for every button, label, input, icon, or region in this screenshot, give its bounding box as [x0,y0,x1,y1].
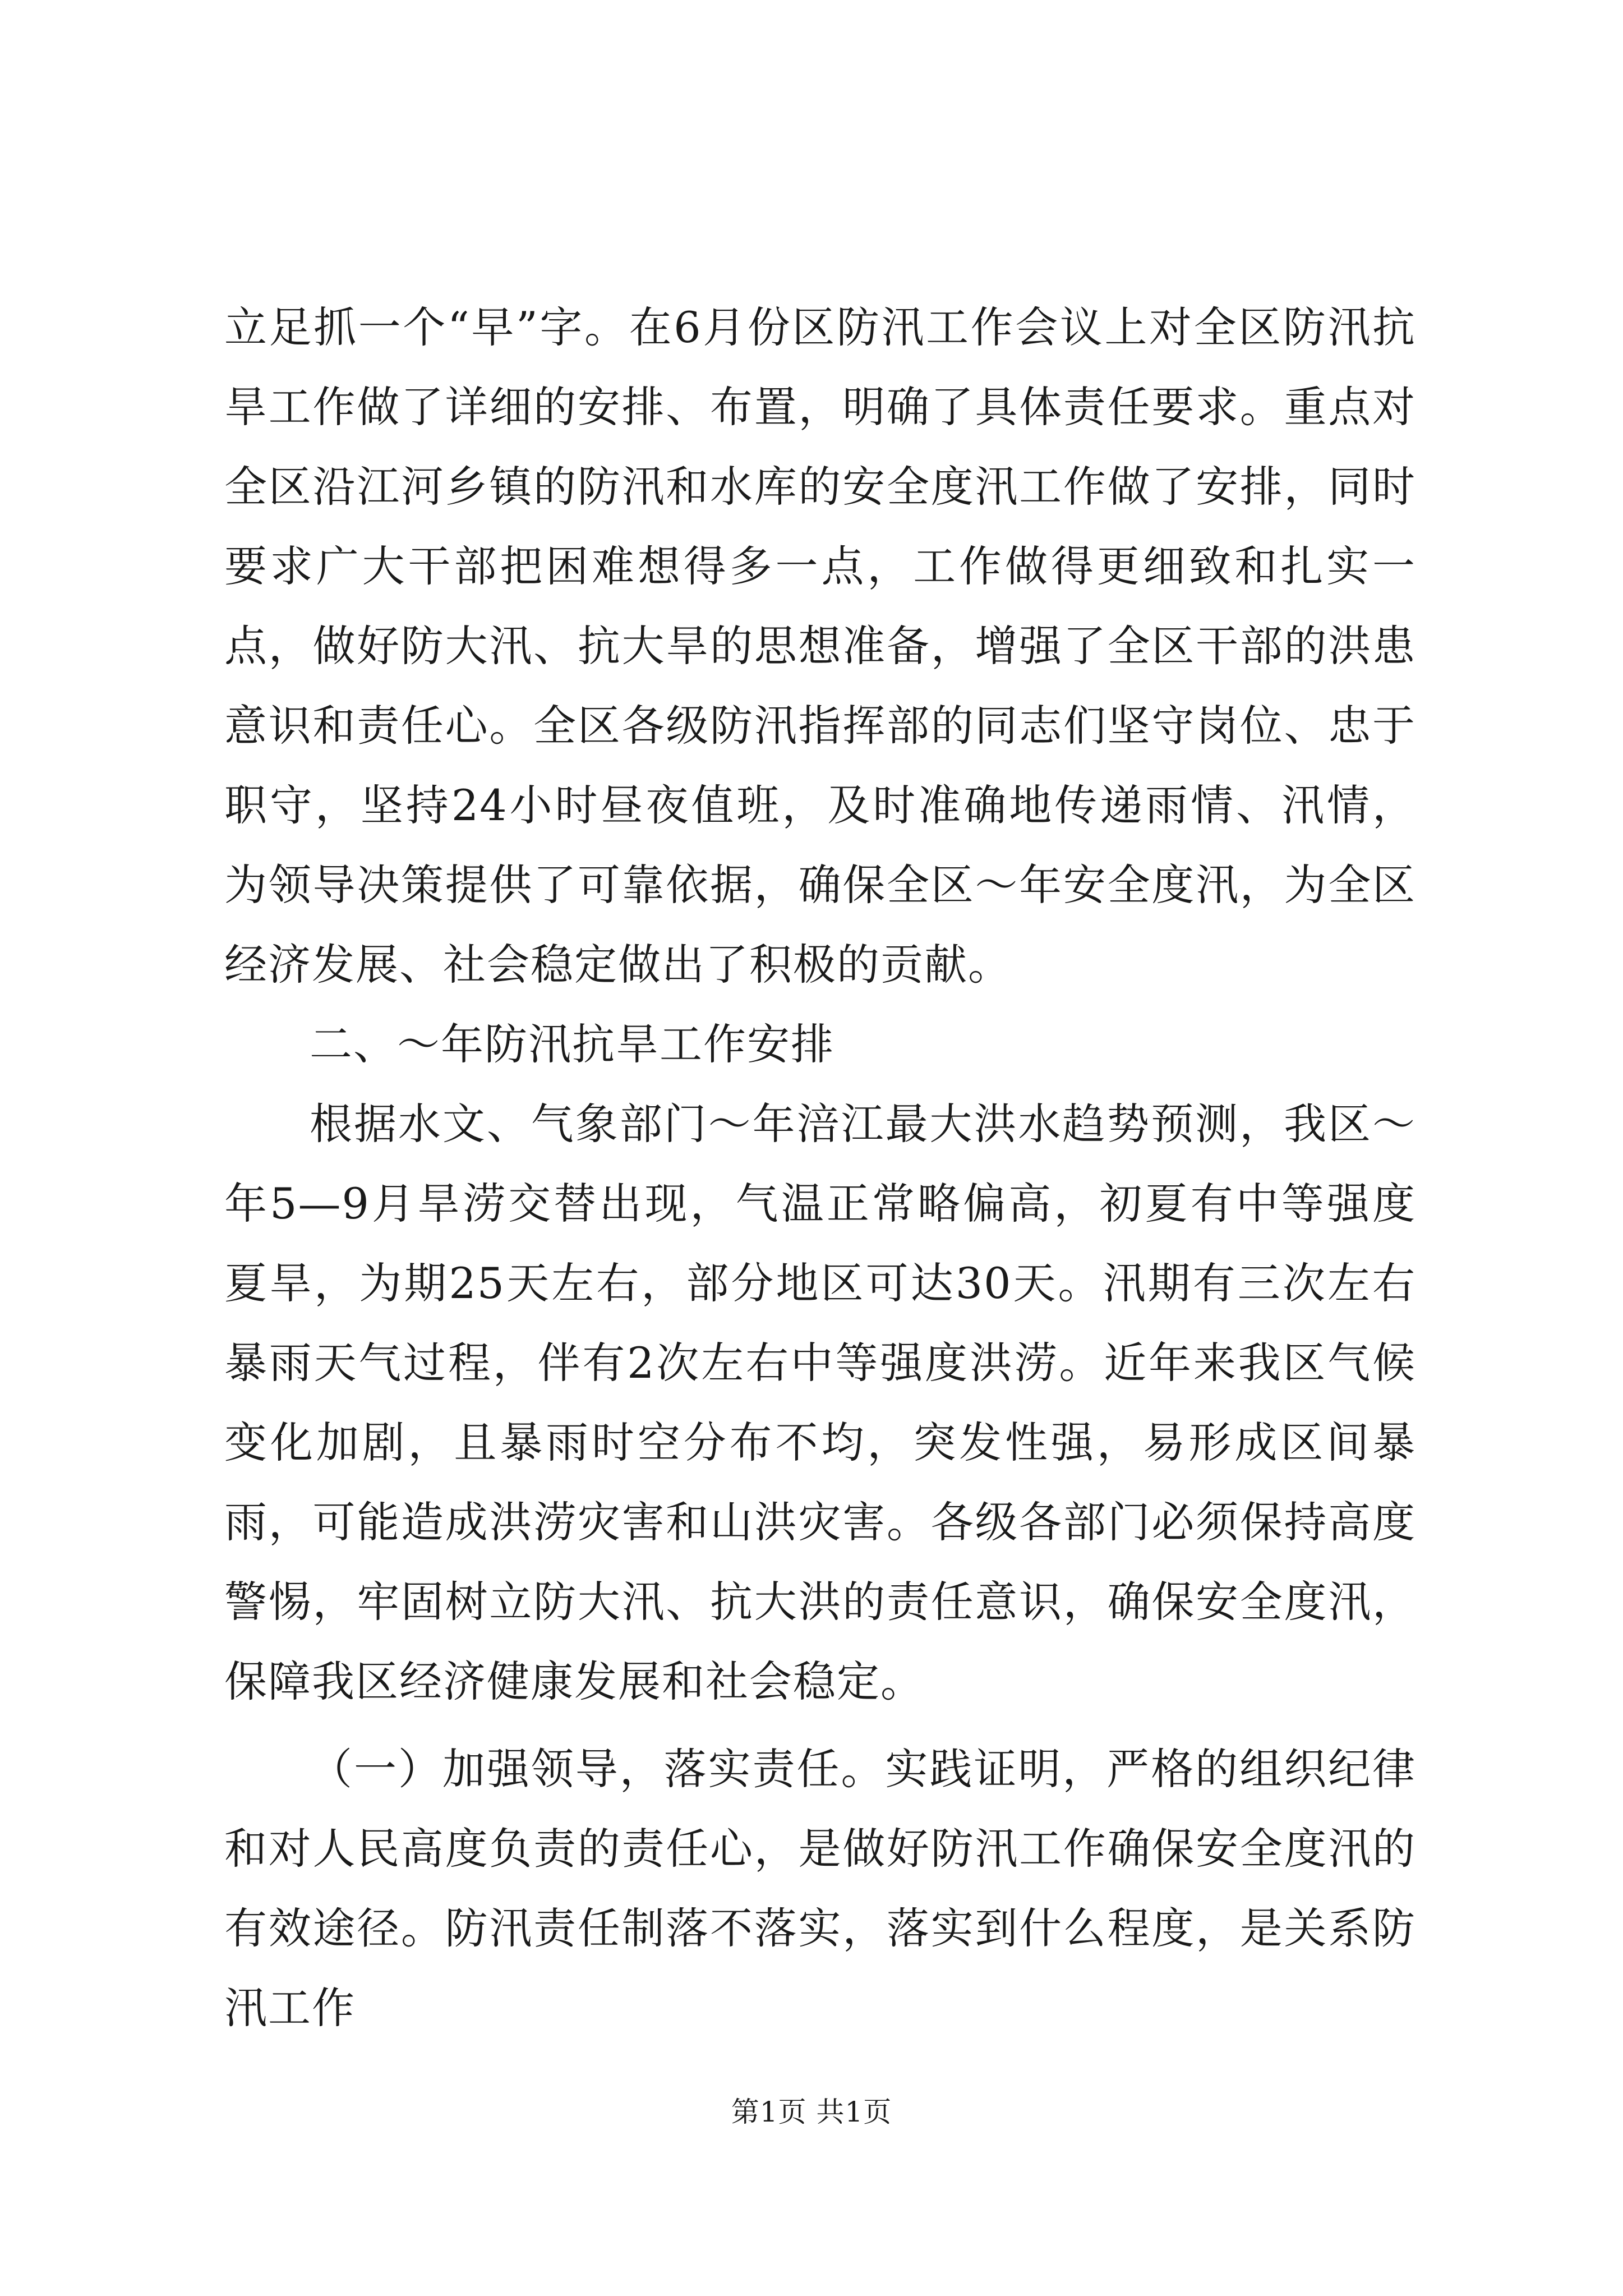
paragraph-forecast: 根据水文、气象部门～年涪江最大洪水趋势预测，我区～年5—9月旱涝交替出现，气温正常略偏高，初夏有中等强度夏旱，为期25天左右，部分地区可达30天。汛期有三次左右暴雨天气过程，伴有2次左右中等强度洪涝。近年来我区气候变化加剧，且暴雨时空分布不均，突发性强，易形成区间暴雨，可能造成洪涝灾害和山洪灾害。各级各部门必须保持高度警惕，牢固树立防大汛、抗大洪的责任意识，确保安全度汛，保障我区经济健康发展和社会稳定。 [224,1099,1416,1706]
section-heading: 二、～年防汛抗旱工作安排 [310,1019,834,1069]
document-body [224,288,1416,2048]
page-footer: 第1页 共1页 [731,2096,892,2128]
paragraph-summary: 立足抓一个“早”字。在6月份区防汛工作会议上对全区防汛抗旱工作做了详细的安排、布置，明确了具体责任要求。重点对全区沿江河乡镇的防汛和水库的安全度汛工作做了安排，同时要求广大干部把困难想得多一点，工作做得更细致和扎实一点，做好防大汛、抗大旱的思想准备，增强了全区干部的洪患意识和责任心。全区各级防汛指挥部的同志们坚守岗位、忠于职守，坚持24小时昼夜值班，及时准确地传递雨情、汛情，为领导决策提供了可靠依据，确保全区～年安全度汛，为全区经济发展、社会稳定做出了积极的贡献。 [224,302,1416,990]
paragraph-responsibility: （一）加强领导，落实责任。实践证明，严格的组织纪律和对人民高度负责的责任心，是做好防汛工作确保安全度汛的有效途径。防汛责任制落不落实，落实到什么程度，是关系防汛工作 [224,1744,1416,2033]
